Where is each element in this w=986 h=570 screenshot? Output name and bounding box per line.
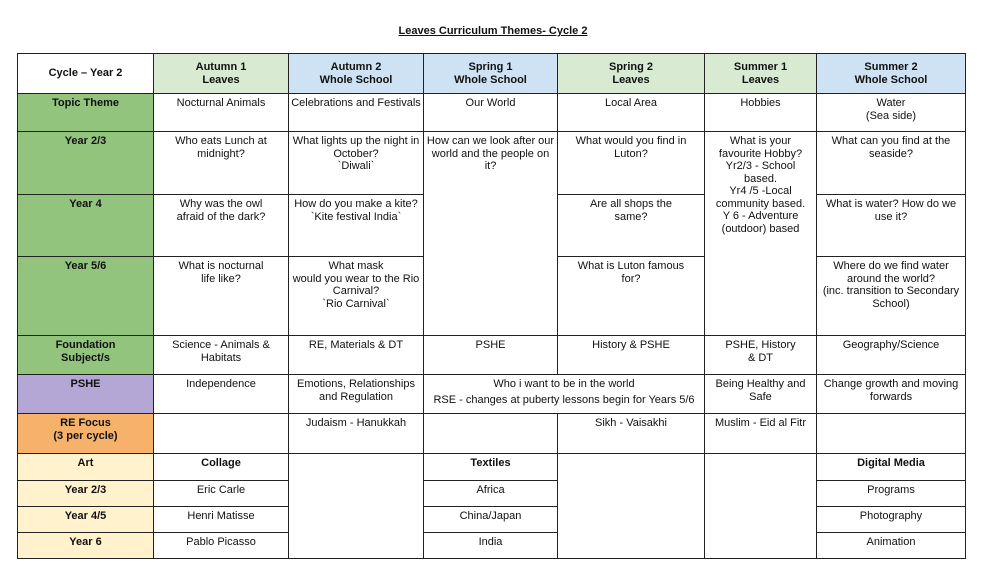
cell: Independence [154,375,289,414]
cell: Local Area [558,94,705,132]
cell: PSHE, History & DT [705,336,817,375]
header-row [18,54,966,94]
row-label: RE Focus (3 per cycle) [18,414,154,454]
cell: Animation [817,533,966,559]
cell: Geography/Science [817,336,966,375]
header-spring-2: Spring 2 Leaves [558,54,705,94]
cell: What would you find in Luton? [558,132,705,195]
cell [705,454,817,559]
cell: Hobbies [705,94,817,132]
re-row [18,414,966,454]
cell: Sikh - Vaisakhi [558,414,705,454]
cell: Collage [154,454,289,481]
art-year6-row [18,533,966,559]
cell: How do you make a kite? `Kite festival India` [289,195,424,257]
topic-row [18,94,966,132]
cell [424,414,558,454]
cell: Eric Carle [154,481,289,507]
row-label: Year 4 [18,195,154,257]
row-label: Year 4/5 [18,507,154,533]
art-year45-row [18,507,966,533]
cell: Judaism - Hanukkah [289,414,424,454]
cell: What can you find at the seaside? [817,132,966,195]
cell: Being Healthy and Safe [705,375,817,414]
cell: What lights up the night in October? `Diwali` [289,132,424,195]
cell: China/Japan [424,507,558,533]
foundation-row [18,336,966,375]
row-label: Year 6 [18,533,154,559]
cell: Muslim - Eid al Fitr [705,414,817,454]
cell [289,454,424,559]
header-summer-2: Summer 2 Whole School [817,54,966,94]
cell: What is Luton famous for? [558,257,705,336]
cell: India [424,533,558,559]
cell: Where do we find water around the world? (inc. transition to Secondary School) [817,257,966,336]
cell: Photography [817,507,966,533]
row-label: Foundation Subject/s [18,336,154,375]
cell: Pablo Picasso [154,533,289,559]
cell: Why was the owl afraid of the dark? [154,195,289,257]
art-row [18,454,966,481]
cell: What is nocturnal life like? [154,257,289,336]
cell: Our World [424,94,558,132]
cell: Emotions, Relationships and Regulation [289,375,424,414]
row-label: Art [18,454,154,481]
cell: Digital Media [817,454,966,481]
art-year23-row [18,481,966,507]
row-label: Year 2/3 [18,481,154,507]
cell: Change growth and moving forwards [817,375,966,414]
corner-cell: Cycle – Year 2 [18,54,154,94]
cell: PSHE [424,336,558,375]
cell: Celebrations and Festivals [289,94,424,132]
cell: Who eats Lunch at midnight? [154,132,289,195]
header-summer-1: Summer 1 Leaves [705,54,817,94]
cell: History & PSHE [558,336,705,375]
cell: Water (Sea side) [817,94,966,132]
row-label: PSHE [18,375,154,414]
header-spring-1: Spring 1 Whole School [424,54,558,94]
cell [558,454,705,559]
cell: What mask would you wear to the Rio Carnival? `Rio Carnival` [289,257,424,336]
row-label: Topic Theme [18,94,154,132]
cell: Textiles [424,454,558,481]
cell [817,414,966,454]
cell: What is water? How do we use it? [817,195,966,257]
header-autumn-2: Autumn 2 Whole School [289,54,424,94]
cell: Programs [817,481,966,507]
curriculum-table [17,53,966,559]
cell: Africa [424,481,558,507]
cell: RE, Materials & DT [289,336,424,375]
cell: Who i want to be in the world RSE - changes at puberty lessons begin for Years 5/6 [424,375,705,414]
header-autumn-1: Autumn 1 Leaves [154,54,289,94]
cell: How can we look after our world and the people on it? [424,132,558,336]
document-title: Leaves Curriculum Themes- Cycle 2 [398,25,588,37]
row-label: Year 5/6 [18,257,154,336]
row-label: Year 2/3 [18,132,154,195]
cell: Nocturnal Animals [154,94,289,132]
cell: Science - Animals & Habitats [154,336,289,375]
year23-row [18,132,966,195]
cell [154,414,289,454]
cell: What is your favourite Hobby? Yr2/3 - School based. Yr4 /5 -Local community based. Y 6 - Adventure (outdoor) based [705,132,817,336]
pshe-row [18,375,966,414]
cell: Henri Matisse [154,507,289,533]
cell: Are all shops the same? [558,195,705,257]
